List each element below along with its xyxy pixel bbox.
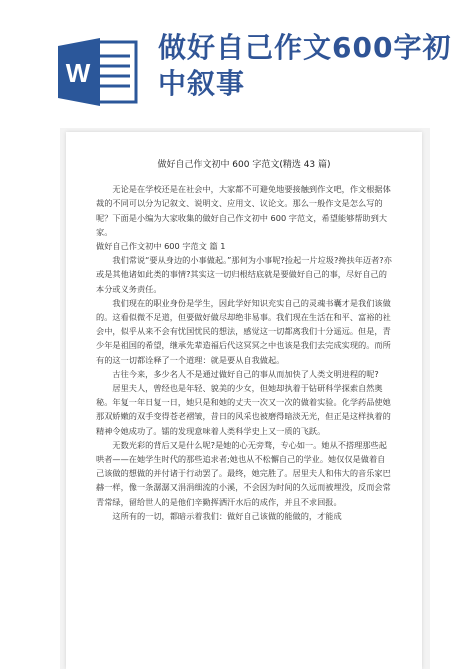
- paragraph: 我们常说“要从身边的小事做起。”那何为小事呢?捡起一片垃圾?搀扶年迈者?亦或是其他诸如此类的事情?其实这一切归根结底就是要做好自己的事，尽好自己的本分或义务责任。: [96, 255, 392, 294]
- document-heading: 做好自己作文初中 600 字范文(精选 43 篇): [157, 160, 331, 170]
- paragraph: 这所有的一切，都暗示着我们：做好自己该做的能做的，才能成: [112, 510, 342, 521]
- paragraph: 无论是在学校还是在社会中，大家都不可避免地要接触到作文吧，作文根据体裁的不同可以分为记叙文、说明文、应用文、议论文。那么一般作文是怎么写的呢？下面是小编为大家收集的做好自己作文初中 600 字范文，希望能够帮助到大家。: [96, 184, 391, 237]
- document-page: [66, 132, 422, 669]
- paragraph: 古往今来，多少名人不是通过做好自己的事从而加快了人类文明进程的呢?: [112, 368, 379, 379]
- paragraph: 居里夫人，曾经也是年轻、貌美的少女，但她却执着于钻研科学探索自然奥秘。年复一年日复一日，她只是和她的丈夫一次又一次的做着实验。化学药品使她那双娇嫩的双手变得苍老褶皱，昔日的风采也被磨得暗淡无光，但正是这样执着的精神令她成功了。镭的发现意味着人类科学史上又一质的飞跃。: [96, 383, 391, 436]
- header-banner: [0, 0, 474, 120]
- section-heading: 做好自己作文初中 600 字范文 篇 1: [96, 241, 226, 252]
- word-logo-letter: W: [65, 58, 91, 88]
- document-body: [96, 182, 392, 523]
- paragraph: 无数光彩的背后又是什么呢?是她的心无旁骛，专心如一。她从不搭理那些起哄者——在她学生时代的那些追求者;她也从不松懈自己的学业。她仅仅是做着自己该做的想做的并付诸于行动罢了。最终，她完胜了。居里夫人和伟大的音乐家巴赫一样，像一条潺潺又涓涓细流的小溪，不会因为时间的久远而被埋没，反而会常青常绿，留给世人的是他们辛勤挥洒汗水后的成作，并且不求回报。: [96, 439, 391, 507]
- page-title: 做好自己作文600字初中叙事: [158, 31, 452, 100]
- word-document-icon: [56, 36, 140, 108]
- paragraph: 我们现在的职业身份是学生，因此学好知识充实自己的灵魂书囊才是我们该做的。这看似微不足道，但要做好做尽却绝非易事。我们现在生活在和平、富裕的社会中，似乎从来不会有忧国忧民的想法，感觉这一切都离我们十分遥远。但是，青少年是祖国的希望，继承先辈造福后代这冥冥之中也该是我们去完成实现的。而所有的这一切都诠释了一个道理：就是要从自我做起。: [96, 297, 391, 365]
